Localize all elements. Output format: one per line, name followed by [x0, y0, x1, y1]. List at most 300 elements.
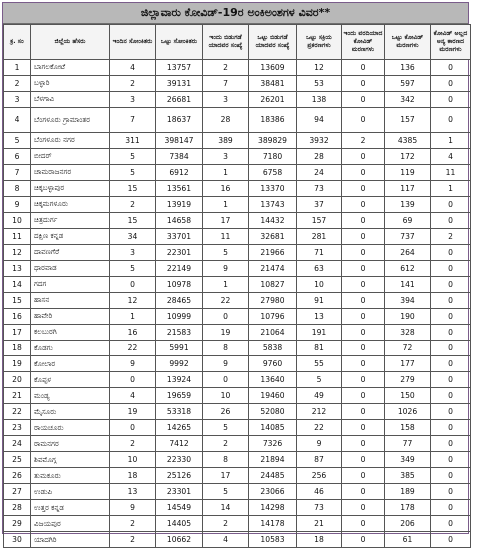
today-positive-cell: 0: [110, 276, 156, 292]
sl-no-cell: 13: [4, 260, 31, 276]
table-row: [4, 308, 471, 324]
non-covid-deaths-cell: 0: [431, 516, 471, 532]
table-row: [4, 420, 471, 436]
total-positive-cell: 398147: [156, 132, 203, 148]
today-positive-cell: 15: [110, 212, 156, 228]
total-discharged-cell: 389829: [249, 132, 297, 148]
total-positive-cell: 21583: [156, 324, 203, 340]
district-cell: ಚಾಮರಾಜನಗರ: [31, 164, 110, 180]
district-cell: ಹಾವೇರಿ: [31, 308, 110, 324]
active-cases-cell: 71: [297, 244, 342, 260]
total-positive-cell: 5991: [156, 340, 203, 356]
active-cases-cell: 22: [297, 420, 342, 436]
today-positive-cell: 10: [110, 452, 156, 468]
table-row: [4, 500, 471, 516]
district-cell: ಬಾಗಲಕೋಟೆ: [31, 60, 110, 76]
non-covid-deaths-cell: 0: [431, 292, 471, 308]
non-covid-deaths-cell: 0: [431, 340, 471, 356]
today-positive-cell: 2: [110, 532, 156, 548]
total-positive-cell: 14265: [156, 420, 203, 436]
total-discharged-cell: 27980: [249, 292, 297, 308]
sl-no-cell: 18: [4, 340, 31, 356]
today-positive-cell: 12: [110, 292, 156, 308]
active-cases-cell: 21: [297, 516, 342, 532]
today-deaths-cell: 0: [342, 484, 385, 500]
sl-no-cell: 19: [4, 356, 31, 372]
today-deaths-cell: 0: [342, 91, 385, 107]
total-positive-cell: 33701: [156, 228, 203, 244]
today-positive-cell: 5: [110, 164, 156, 180]
total-discharged-cell: 21474: [249, 260, 297, 276]
table-row: [4, 404, 471, 420]
table-row: [4, 212, 471, 228]
active-cases-cell: 157: [297, 212, 342, 228]
table-row: [4, 260, 471, 276]
today-positive-cell: 2: [110, 75, 156, 91]
today-discharged-cell: 26: [203, 404, 249, 420]
district-cell: ದಕ್ಷಿಣ ಕನ್ನಡ: [31, 228, 110, 244]
district-cell: ಕೊಡಗು: [31, 340, 110, 356]
district-cell: ತುಮಕೂರು: [31, 468, 110, 484]
total-discharged-cell: 14432: [249, 212, 297, 228]
table-row: [4, 468, 471, 484]
sl-no-cell: 16: [4, 308, 31, 324]
today-deaths-cell: 0: [342, 500, 385, 516]
total-discharged-cell: 5838: [249, 340, 297, 356]
today-discharged-cell: 16: [203, 180, 249, 196]
today-discharged-cell: 22: [203, 292, 249, 308]
col-header-total-positive: ಒಟ್ಟು ಸೋಂಕಿತರು: [156, 25, 203, 60]
total-positive-cell: 39131: [156, 75, 203, 91]
active-cases-cell: 3932: [297, 132, 342, 148]
total-positive-cell: 14405: [156, 516, 203, 532]
active-cases-cell: 55: [297, 356, 342, 372]
table-row: [4, 180, 471, 196]
total-deaths-cell: 206: [385, 516, 431, 532]
total-discharged-cell: 10827: [249, 276, 297, 292]
sl-no-cell: 7: [4, 164, 31, 180]
today-deaths-cell: 0: [342, 420, 385, 436]
today-discharged-cell: 17: [203, 212, 249, 228]
total-positive-cell: 6912: [156, 164, 203, 180]
today-deaths-cell: 0: [342, 180, 385, 196]
active-cases-cell: 256: [297, 468, 342, 484]
non-covid-deaths-cell: 1: [431, 132, 471, 148]
total-discharged-cell: 13370: [249, 180, 297, 196]
today-deaths-cell: 0: [342, 404, 385, 420]
today-discharged-cell: 3: [203, 148, 249, 164]
today-positive-cell: 34: [110, 228, 156, 244]
sl-no-cell: 4: [4, 107, 31, 132]
today-deaths-cell: 0: [342, 308, 385, 324]
district-cell: ಚಿಕ್ಕಮಗಳೂರು: [31, 196, 110, 212]
today-deaths-cell: 0: [342, 60, 385, 76]
today-deaths-cell: 0: [342, 196, 385, 212]
today-discharged-cell: 5: [203, 420, 249, 436]
non-covid-deaths-cell: 0: [431, 388, 471, 404]
today-discharged-cell: 0: [203, 372, 249, 388]
non-covid-deaths-cell: 0: [431, 308, 471, 324]
total-positive-cell: 18637: [156, 107, 203, 132]
today-deaths-cell: 0: [342, 340, 385, 356]
covid-stats-sheet: [2, 2, 469, 545]
total-positive-cell: 13919: [156, 196, 203, 212]
total-discharged-cell: 38481: [249, 75, 297, 91]
active-cases-cell: 18: [297, 532, 342, 548]
total-deaths-cell: 1026: [385, 404, 431, 420]
total-deaths-cell: 279: [385, 372, 431, 388]
total-positive-cell: 28465: [156, 292, 203, 308]
col-header-non-covid-deaths: ಕೋವಿಡ್ ಅಲ್ಲದ ಅನ್ಯ ಕಾರಣದ ಮರಣಗಳು: [431, 25, 471, 60]
col-header-sl-no: ಕ್ರ. ಸಂ: [4, 25, 31, 60]
today-positive-cell: 2: [110, 196, 156, 212]
table-row: [4, 75, 471, 91]
total-deaths-cell: 158: [385, 420, 431, 436]
active-cases-cell: 24: [297, 164, 342, 180]
col-header-today-positive: ಇಂದಿನ ಸೋಂಕಿತರು: [110, 25, 156, 60]
today-discharged-cell: 2: [203, 436, 249, 452]
today-discharged-cell: 19: [203, 324, 249, 340]
today-discharged-cell: 4: [203, 532, 249, 548]
active-cases-cell: 138: [297, 91, 342, 107]
active-cases-cell: 53: [297, 75, 342, 91]
sl-no-cell: 3: [4, 91, 31, 107]
active-cases-cell: 281: [297, 228, 342, 244]
sl-no-cell: 1: [4, 60, 31, 76]
table-row: [4, 196, 471, 212]
active-cases-cell: 49: [297, 388, 342, 404]
today-positive-cell: 13: [110, 484, 156, 500]
sl-no-cell: 14: [4, 276, 31, 292]
total-deaths-cell: 157: [385, 107, 431, 132]
today-discharged-cell: 1: [203, 196, 249, 212]
today-positive-cell: 2: [110, 436, 156, 452]
total-deaths-cell: 139: [385, 196, 431, 212]
non-covid-deaths-cell: 0: [431, 60, 471, 76]
total-positive-cell: 10978: [156, 276, 203, 292]
active-cases-cell: 13: [297, 308, 342, 324]
today-deaths-cell: 0: [342, 388, 385, 404]
table-header-row: [4, 25, 471, 60]
sl-no-cell: 28: [4, 500, 31, 516]
active-cases-cell: 10: [297, 276, 342, 292]
sl-no-cell: 11: [4, 228, 31, 244]
active-cases-cell: 81: [297, 340, 342, 356]
today-deaths-cell: 0: [342, 468, 385, 484]
total-positive-cell: 10999: [156, 308, 203, 324]
total-discharged-cell: 14298: [249, 500, 297, 516]
non-covid-deaths-cell: 0: [431, 107, 471, 132]
table-row: [4, 107, 471, 132]
today-deaths-cell: 0: [342, 228, 385, 244]
sl-no-cell: 12: [4, 244, 31, 260]
district-cell: ಚಿಕ್ಕಬಳ್ಳಾಪುರ: [31, 180, 110, 196]
today-discharged-cell: 28: [203, 107, 249, 132]
total-deaths-cell: 72: [385, 340, 431, 356]
active-cases-cell: 5: [297, 372, 342, 388]
col-header-total-deaths: ಒಟ್ಟು ಕೋವಿಡ್ ಮರಣಗಳು: [385, 25, 431, 60]
total-positive-cell: 22301: [156, 244, 203, 260]
today-deaths-cell: 0: [342, 260, 385, 276]
active-cases-cell: 212: [297, 404, 342, 420]
today-discharged-cell: 10: [203, 388, 249, 404]
today-discharged-cell: 8: [203, 340, 249, 356]
total-positive-cell: 14549: [156, 500, 203, 516]
total-deaths-cell: 4385: [385, 132, 431, 148]
today-deaths-cell: 0: [342, 292, 385, 308]
today-deaths-cell: 0: [342, 164, 385, 180]
active-cases-cell: 73: [297, 180, 342, 196]
sl-no-cell: 9: [4, 196, 31, 212]
table-row: [4, 276, 471, 292]
today-positive-cell: 311: [110, 132, 156, 148]
total-deaths-cell: 136: [385, 60, 431, 76]
non-covid-deaths-cell: 0: [431, 452, 471, 468]
today-positive-cell: 22: [110, 340, 156, 356]
active-cases-cell: 87: [297, 452, 342, 468]
today-positive-cell: 19: [110, 404, 156, 420]
today-discharged-cell: 5: [203, 244, 249, 260]
today-discharged-cell: 9: [203, 260, 249, 276]
total-positive-cell: 13757: [156, 60, 203, 76]
non-covid-deaths-cell: 0: [431, 404, 471, 420]
active-cases-cell: 191: [297, 324, 342, 340]
total-positive-cell: 13561: [156, 180, 203, 196]
total-discharged-cell: 14178: [249, 516, 297, 532]
district-cell: ಚಿತ್ರದುರ್ಗ: [31, 212, 110, 228]
today-discharged-cell: 389: [203, 132, 249, 148]
total-discharged-cell: 18386: [249, 107, 297, 132]
total-deaths-cell: 141: [385, 276, 431, 292]
today-discharged-cell: 2: [203, 60, 249, 76]
total-discharged-cell: 10583: [249, 532, 297, 548]
total-deaths-cell: 349: [385, 452, 431, 468]
today-positive-cell: 0: [110, 372, 156, 388]
district-cell: ಗದಗ: [31, 276, 110, 292]
total-positive-cell: 7412: [156, 436, 203, 452]
non-covid-deaths-cell: 0: [431, 276, 471, 292]
today-deaths-cell: 2: [342, 132, 385, 148]
total-positive-cell: 13924: [156, 372, 203, 388]
total-discharged-cell: 13743: [249, 196, 297, 212]
non-covid-deaths-cell: 4: [431, 148, 471, 164]
total-deaths-cell: 150: [385, 388, 431, 404]
sl-no-cell: 17: [4, 324, 31, 340]
today-positive-cell: 5: [110, 148, 156, 164]
today-positive-cell: 4: [110, 388, 156, 404]
active-cases-cell: 37: [297, 196, 342, 212]
non-covid-deaths-cell: 0: [431, 91, 471, 107]
total-discharged-cell: 10796: [249, 308, 297, 324]
today-deaths-cell: 0: [342, 372, 385, 388]
non-covid-deaths-cell: 0: [431, 532, 471, 548]
non-covid-deaths-cell: 11: [431, 164, 471, 180]
total-deaths-cell: 177: [385, 356, 431, 372]
district-cell: ಬೆಳಗಾವಿ: [31, 91, 110, 107]
non-covid-deaths-cell: 0: [431, 484, 471, 500]
table-row: [4, 388, 471, 404]
non-covid-deaths-cell: 1: [431, 180, 471, 196]
district-cell: ಮಂಡ್ಯ: [31, 388, 110, 404]
total-deaths-cell: 178: [385, 500, 431, 516]
active-cases-cell: 9: [297, 436, 342, 452]
total-deaths-cell: 117: [385, 180, 431, 196]
district-cell: ಮೈಸೂರು: [31, 404, 110, 420]
active-cases-cell: 12: [297, 60, 342, 76]
non-covid-deaths-cell: 0: [431, 212, 471, 228]
total-deaths-cell: 77: [385, 436, 431, 452]
total-deaths-cell: 61: [385, 532, 431, 548]
total-deaths-cell: 342: [385, 91, 431, 107]
table-row: [4, 244, 471, 260]
district-cell: ಕೊಪ್ಪಳ: [31, 372, 110, 388]
total-deaths-cell: 385: [385, 468, 431, 484]
district-cell: ಬೀದರ್: [31, 148, 110, 164]
sl-no-cell: 21: [4, 388, 31, 404]
total-discharged-cell: 13640: [249, 372, 297, 388]
total-positive-cell: 25126: [156, 468, 203, 484]
table-row: [4, 532, 471, 548]
table-row: [4, 60, 471, 76]
today-deaths-cell: 0: [342, 356, 385, 372]
district-stats-table: [3, 24, 471, 548]
today-deaths-cell: 0: [342, 107, 385, 132]
total-deaths-cell: 119: [385, 164, 431, 180]
district-cell: ಕಲಬುರಗಿ: [31, 324, 110, 340]
today-positive-cell: 5: [110, 260, 156, 276]
total-discharged-cell: 6758: [249, 164, 297, 180]
sl-no-cell: 2: [4, 75, 31, 91]
today-discharged-cell: 2: [203, 516, 249, 532]
total-deaths-cell: 394: [385, 292, 431, 308]
table-row: [4, 340, 471, 356]
table-row: [4, 164, 471, 180]
sl-no-cell: 10: [4, 212, 31, 228]
active-cases-cell: 63: [297, 260, 342, 276]
sl-no-cell: 22: [4, 404, 31, 420]
today-deaths-cell: 0: [342, 452, 385, 468]
non-covid-deaths-cell: 0: [431, 500, 471, 516]
total-positive-cell: 10662: [156, 532, 203, 548]
total-discharged-cell: 21894: [249, 452, 297, 468]
total-positive-cell: 19659: [156, 388, 203, 404]
col-header-today-deaths: ಇಂದು ವರದಿಯಾದ ಕೋವಿಡ್ ಮರಣಗಳು: [342, 25, 385, 60]
today-deaths-cell: 0: [342, 324, 385, 340]
col-header-active-cases: ಒಟ್ಟು ಸಕ್ರಿಯ ಪ್ರಕರಣಗಳು: [297, 25, 342, 60]
district-cell: ರಾಮನಗರ: [31, 436, 110, 452]
sl-no-cell: 30: [4, 532, 31, 548]
table-row: [4, 292, 471, 308]
today-deaths-cell: 0: [342, 436, 385, 452]
today-positive-cell: 16: [110, 324, 156, 340]
sl-no-cell: 5: [4, 132, 31, 148]
district-cell: ಉಡುಪಿ: [31, 484, 110, 500]
non-covid-deaths-cell: 0: [431, 75, 471, 91]
active-cases-cell: 28: [297, 148, 342, 164]
non-covid-deaths-cell: 0: [431, 372, 471, 388]
non-covid-deaths-cell: 0: [431, 420, 471, 436]
today-deaths-cell: 0: [342, 212, 385, 228]
district-cell: ದಾವಣಗೆರೆ: [31, 244, 110, 260]
active-cases-cell: 73: [297, 500, 342, 516]
sl-no-cell: 15: [4, 292, 31, 308]
table-row: [4, 356, 471, 372]
table-row: [4, 132, 471, 148]
non-covid-deaths-cell: 0: [431, 196, 471, 212]
total-positive-cell: 22149: [156, 260, 203, 276]
total-discharged-cell: 52080: [249, 404, 297, 420]
district-cell: ಬಳ್ಳಾರಿ: [31, 75, 110, 91]
sl-no-cell: 8: [4, 180, 31, 196]
today-discharged-cell: 8: [203, 452, 249, 468]
active-cases-cell: 91: [297, 292, 342, 308]
district-cell: ರಾಯಚೂರು: [31, 420, 110, 436]
today-deaths-cell: 0: [342, 276, 385, 292]
col-header-district: ಜಿಲ್ಲೆಯ ಹೆಸರು: [31, 25, 110, 60]
table-row: [4, 372, 471, 388]
table-row: [4, 436, 471, 452]
total-deaths-cell: 69: [385, 212, 431, 228]
active-cases-cell: 94: [297, 107, 342, 132]
col-header-today-discharged: ಇಂದು ಬಿಡುಗಡೆ ಯಾದವರ ಸಂಖ್ಯೆ: [203, 25, 249, 60]
district-cell: ಯಾದಗಿರಿ: [31, 532, 110, 548]
total-discharged-cell: 26201: [249, 91, 297, 107]
district-cell: ಕೋಲಾರ: [31, 356, 110, 372]
page-title: ಜಿಲ್ಲಾವಾರು ಕೋವಿಡ್-19ರ ಅಂಕಿಅಂಶಗಳ ವಿವರ**: [3, 3, 468, 24]
today-discharged-cell: 3: [203, 91, 249, 107]
district-cell: ಶಿವಮೊಗ್ಗ: [31, 452, 110, 468]
today-positive-cell: 18: [110, 468, 156, 484]
total-deaths-cell: 264: [385, 244, 431, 260]
total-discharged-cell: 14085: [249, 420, 297, 436]
total-deaths-cell: 597: [385, 75, 431, 91]
non-covid-deaths-cell: 0: [431, 468, 471, 484]
non-covid-deaths-cell: 0: [431, 356, 471, 372]
total-positive-cell: 26681: [156, 91, 203, 107]
sl-no-cell: 26: [4, 468, 31, 484]
today-discharged-cell: 1: [203, 276, 249, 292]
total-positive-cell: 14658: [156, 212, 203, 228]
today-positive-cell: 4: [110, 60, 156, 76]
today-positive-cell: 2: [110, 516, 156, 532]
sl-no-cell: 25: [4, 452, 31, 468]
non-covid-deaths-cell: 0: [431, 436, 471, 452]
today-positive-cell: 3: [110, 91, 156, 107]
today-deaths-cell: 0: [342, 244, 385, 260]
today-positive-cell: 3: [110, 244, 156, 260]
total-discharged-cell: 19460: [249, 388, 297, 404]
total-positive-cell: 7384: [156, 148, 203, 164]
today-deaths-cell: 0: [342, 75, 385, 91]
sl-no-cell: 29: [4, 516, 31, 532]
today-positive-cell: 0: [110, 420, 156, 436]
total-positive-cell: 53318: [156, 404, 203, 420]
non-covid-deaths-cell: 0: [431, 244, 471, 260]
today-discharged-cell: 11: [203, 228, 249, 244]
sl-no-cell: 24: [4, 436, 31, 452]
total-discharged-cell: 7326: [249, 436, 297, 452]
today-positive-cell: 15: [110, 180, 156, 196]
non-covid-deaths-cell: 0: [431, 260, 471, 276]
total-positive-cell: 9992: [156, 356, 203, 372]
sl-no-cell: 27: [4, 484, 31, 500]
total-discharged-cell: 21966: [249, 244, 297, 260]
district-cell: ವಿಜಯಪುರ: [31, 516, 110, 532]
today-deaths-cell: 0: [342, 516, 385, 532]
today-positive-cell: 7: [110, 107, 156, 132]
active-cases-cell: 46: [297, 484, 342, 500]
total-discharged-cell: 32681: [249, 228, 297, 244]
